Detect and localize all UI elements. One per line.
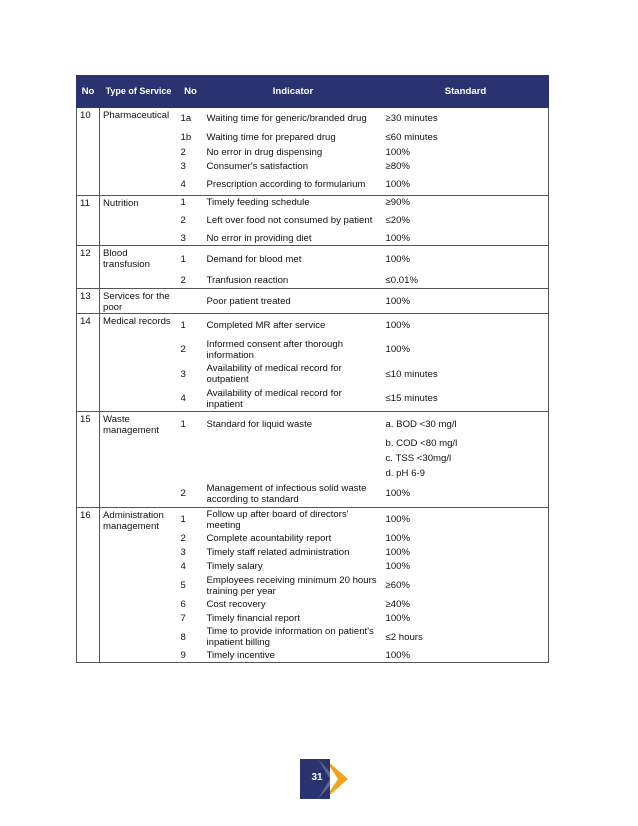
indicator-number: 4 [178,174,204,196]
service-number: 14 [77,314,100,338]
indicator-text: Informed consent after thorough information [206,338,344,361]
service-type [100,598,178,612]
service-number: 16 [77,507,100,532]
service-number: 10 [77,108,100,130]
standard-value: ≥30 minutes [383,108,549,130]
service-type [100,466,178,481]
header-standard: Standard [383,76,549,108]
table-row [77,574,549,598]
indicator-text: Employees receiving minimum 20 hours training per year [206,574,377,597]
indicator-text: Waiting time for generic/branded drug [204,108,383,130]
table-row [77,108,549,130]
service-number: 13 [77,289,100,314]
service-type [100,626,178,649]
service-number [77,574,100,598]
indicator-text: Management of infectious solid waste according to standard [204,481,383,507]
indicator-number [178,466,204,481]
standard-value: ≤20% [383,210,549,232]
indicator-number: 2 [178,481,204,507]
service-type [100,546,178,560]
table-row [77,436,549,451]
header-type-of-service: Type of Service [100,76,178,108]
standard-value: ≤10 minutes [383,362,549,387]
indicator-text [204,451,383,466]
standard-value: 100% [383,532,549,546]
indicator-number: 3 [178,232,204,246]
indicator-number: 1a [178,108,204,130]
table-row [77,289,549,314]
standard-value: 100% [383,289,549,314]
indicator-text: Completed MR after service [204,314,383,338]
indicator-number: 3 [180,368,186,380]
service-type [100,362,178,387]
table-row [77,532,549,546]
table-row [77,362,549,387]
table-row [77,174,549,196]
service-number [77,532,100,546]
indicator-text: Timely feeding schedule [204,196,383,210]
service-type [100,560,178,574]
table-row [77,196,549,210]
indicator-text: Demand for blood met [204,246,383,274]
table-row [77,387,549,412]
service-number [77,274,100,289]
service-number [77,649,100,663]
service-type [100,574,178,598]
service-type: Blood transfusion [100,246,178,274]
indicator-number: 2 [180,215,186,226]
service-type: Medical records [100,314,178,338]
service-number [77,232,100,246]
service-number [77,210,100,232]
service-number [77,362,100,387]
indicator-number: 2 [178,274,204,289]
indicator-number: 6 [180,599,186,610]
service-number [77,560,100,574]
service-type [100,451,178,466]
indicator-number: 1b [180,132,192,143]
service-type [100,210,178,232]
standard-value: 100% [383,546,549,560]
indicator-text [204,466,383,481]
standard-value: d. pH 6-9 [383,466,549,481]
service-number [77,174,100,196]
indicator-number: 2 [180,533,186,544]
service-type [100,436,178,451]
indicator-text: Consumer's satisfaction [206,161,309,172]
indicator-number: 7 [180,613,186,624]
indicator-number: 1 [178,507,204,532]
indicator-number: 8 [180,631,186,643]
indicator-text: Timely financial report [206,613,300,624]
header-row [77,76,549,108]
indicator-number [178,436,204,451]
standard-value: ≥60% [383,574,549,598]
indicator-text: Availability of medical record for inpatient [204,387,383,412]
indicator-text: Availability of medical record for outpatient [206,363,342,385]
service-type: Administration management [100,507,178,532]
service-type [100,174,178,196]
standard-value: 100% [383,246,549,274]
service-number [77,481,100,507]
table-row [77,274,549,289]
service-number: 15 [77,412,100,437]
indicator-text: Cost recovery [206,599,266,610]
service-type: Pharmaceutical [100,108,178,130]
indicator-text: Follow up after board of directors' meeting [204,507,383,532]
standard-value: 100% [383,146,549,160]
service-number [77,598,100,612]
service-type [100,612,178,626]
header-sub-no: No [178,76,204,108]
indicator-number: 5 [180,580,186,591]
indicator-text: Left over food not consumed by patient [206,215,373,226]
indicator-number: 1 [178,412,204,437]
table-row [77,560,549,574]
standard-value: a. BOD <30 mg/l [383,412,549,437]
indicator-text: Timely salary [206,561,263,572]
standard-value: 100% [383,174,549,196]
table-row [77,130,549,146]
table-row [77,626,549,649]
indicator-text: Standard for liquid waste [204,412,383,437]
indicator-text: No error in drug dispensing [206,147,323,158]
header-indicator: Indicator [204,76,383,108]
header-no: No [77,76,100,108]
standard-value: ≤0.01% [383,274,549,289]
standard-value: c. TSS <30mg/l [383,451,549,466]
service-number [77,626,100,649]
service-number: 11 [77,196,100,210]
indicator-number: 2 [180,147,186,158]
service-type [100,160,178,174]
indicator-table [76,75,549,663]
table-row [77,466,549,481]
service-number [77,130,100,146]
indicator-text: Time to provide information on patient's inpatient billing [206,626,374,648]
indicator-text: Timely staff related administration [206,547,350,558]
standard-value: ≥80% [383,160,549,174]
service-number [77,160,100,174]
service-number: 12 [77,246,100,274]
standard-value: ≥40% [383,598,549,612]
service-type [100,146,178,160]
standard-value: 100% [383,338,549,362]
service-type [100,232,178,246]
table-row [77,507,549,532]
service-number [77,436,100,451]
service-type [100,649,178,663]
indicator-number: 1 [178,314,204,338]
table-row [77,546,549,560]
standard-value: 100% [383,649,549,663]
indicator-text: Poor patient treated [204,289,383,314]
standard-value: 100% [383,507,549,532]
standard-value: 100% [383,560,549,574]
indicator-text: Waiting time for prepared drug [206,132,336,143]
indicator-number: 2 [180,344,186,355]
standard-value: ≤2 hours [383,626,549,649]
table-row [77,612,549,626]
indicator-number: 1 [178,196,204,210]
service-type [100,387,178,412]
indicator-number: 3 [180,161,186,172]
service-type [100,130,178,146]
table-row [77,160,549,174]
indicator-text: Tranfusion reaction [204,274,383,289]
indicator-text: No error in providing diet [204,232,383,246]
service-type [100,274,178,289]
indicator-text: Complete acountability report [206,533,332,544]
table-row [77,338,549,362]
service-type: Waste management [100,412,178,437]
standard-value: ≥90% [383,196,549,210]
service-type: Nutrition [100,196,178,210]
service-type [100,338,178,362]
table-row [77,146,549,160]
table-row [77,598,549,612]
table-row [77,232,549,246]
standard-value: 100% [383,612,549,626]
standard-value: 100% [383,481,549,507]
table-row [77,649,549,663]
indicator-number: 1 [178,246,204,274]
service-type [100,532,178,546]
table-row [77,246,549,274]
service-number [77,451,100,466]
service-type: Services for the poor [100,289,178,314]
indicator-text [204,436,383,451]
standard-value: b. COD <80 mg/l [383,436,549,451]
service-number [77,146,100,160]
indicator-text: Prescription according to formularium [204,174,383,196]
indicator-number: 3 [180,547,186,558]
indicator-number: 9 [178,649,204,663]
indicator-text: Timely incentive [204,649,383,663]
service-number [77,466,100,481]
service-type [100,481,178,507]
standard-value: ≤60 minutes [383,130,549,146]
indicator-number: 4 [180,561,186,572]
service-number [77,546,100,560]
table-row [77,412,549,437]
indicator-number [178,289,204,314]
indicator-number [178,451,204,466]
table-row [77,451,549,466]
table-row [77,481,549,507]
service-number [77,387,100,412]
table-row [77,314,549,338]
page-number: 31 [311,772,323,783]
table-row [77,210,549,232]
service-number [77,338,100,362]
standard-value: 100% [383,232,549,246]
service-number [77,612,100,626]
standard-value: ≤15 minutes [383,387,549,412]
indicator-number: 4 [178,387,204,412]
standard-value: 100% [383,314,549,338]
